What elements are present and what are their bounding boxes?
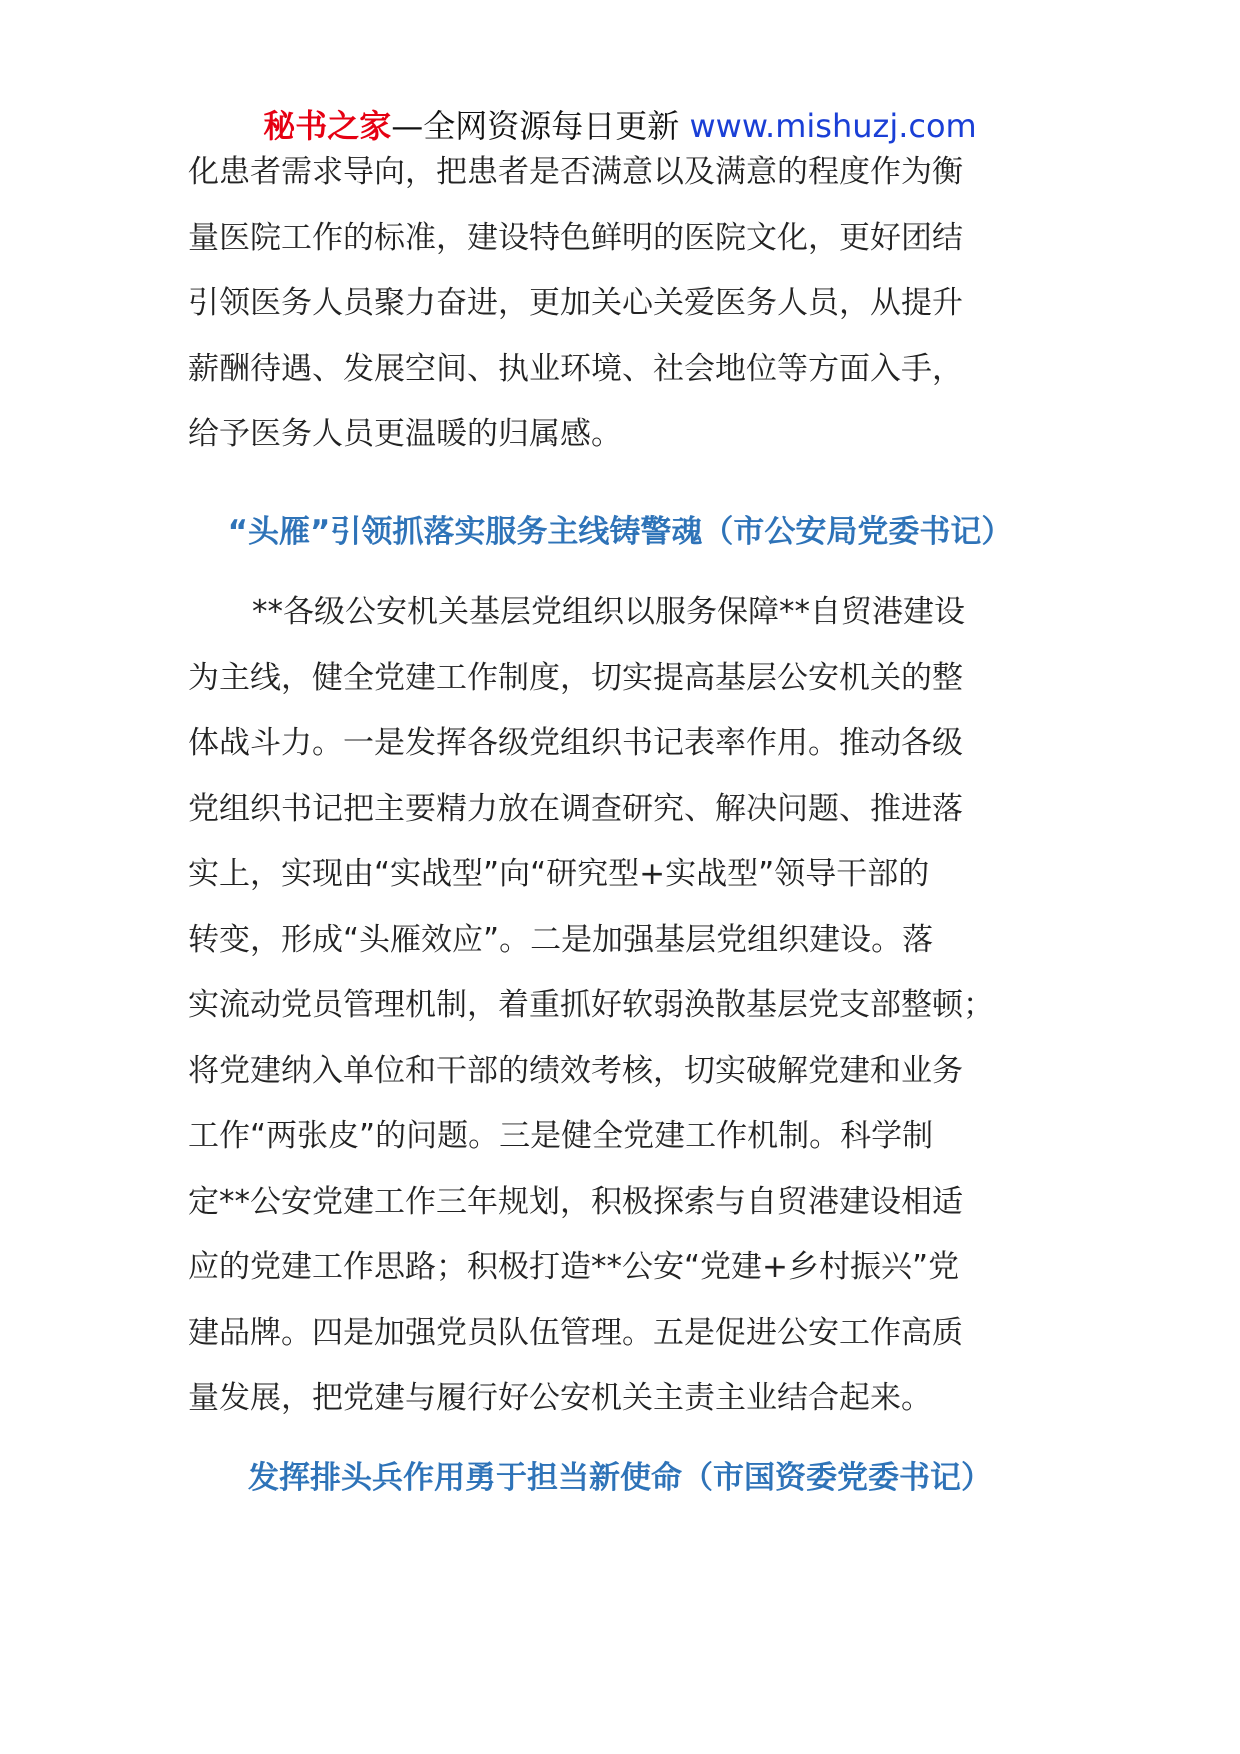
paragraph-line: 实上，实现由“实战型”向“研究型+实战型”领导干部的 [188, 856, 930, 892]
paragraph-line: 引领医务人员聚力奋进，更加关心关爱医务人员，从提升 [188, 285, 963, 321]
paragraph-line: 应的党建工作思路；积极打造**公安“党建+乡村振兴”党 [188, 1249, 960, 1285]
paragraph-line: 量医院工作的标准，建设特色鲜明的医院文化，更好团结 [188, 219, 963, 256]
section-heading-sasac: 发挥排头兵作用勇于担当新使命（市国资委党委书记） [248, 1460, 992, 1496]
paragraph-line: 转变，形成“头雁效应”。二是加强基层党组织建设。落 [188, 921, 934, 958]
paragraph-line: 定**公安党建工作三年规划，积极探索与自贸港建设相适 [188, 1183, 963, 1220]
paragraph-line: **各级公安机关基层党组织以服务保障**自贸港建设 [252, 594, 965, 630]
paragraph-line: 实流动党员管理机制，着重抓好软弱涣散基层党支部整顿； [188, 987, 994, 1023]
paragraph-line: 给予医务人员更温暖的归属感。 [188, 416, 622, 452]
brand-name: 秘书之家 [263, 107, 392, 145]
paragraph-line: 体战斗力。一是发挥各级党组织书记表率作用。推动各级 [188, 725, 963, 761]
section-heading-police: “头雁”引领抓落实服务主线铸警魂（市公安局党委书记） [227, 514, 1013, 550]
paragraph-1 [188, 140, 1068, 468]
paragraph-line: 建品牌。四是加强党员队伍管理。五是促进公安工作高质 [188, 1314, 963, 1351]
paragraph-line: 薪酬待遇、发展空间、执业环境、社会地位等方面入手， [188, 350, 963, 387]
paragraph-line: 党组织书记把主要精力放在调查研究、解决问题、推进落 [188, 790, 963, 827]
header-slogan: —全网资源每日更新 [391, 107, 680, 145]
paragraph-line: 为主线，健全党建工作制度，切实提高基层公安机关的整 [188, 659, 963, 696]
paragraph-2 [188, 580, 1068, 1432]
paragraph-line: 量发展，把党建与履行好公安机关主责主业结合起来。 [188, 1380, 932, 1416]
site-url-link[interactable]: www.mishuzj.com [689, 107, 977, 145]
paragraph-line: 化患者需求导向，把患者是否满意以及满意的程度作为衡 [188, 154, 963, 190]
paragraph-line: 将党建纳入单位和干部的绩效考核，切实破解党建和业务 [188, 1052, 963, 1089]
paragraph-line: 工作“两张皮”的问题。三是健全党建工作机制。科学制 [188, 1118, 934, 1154]
